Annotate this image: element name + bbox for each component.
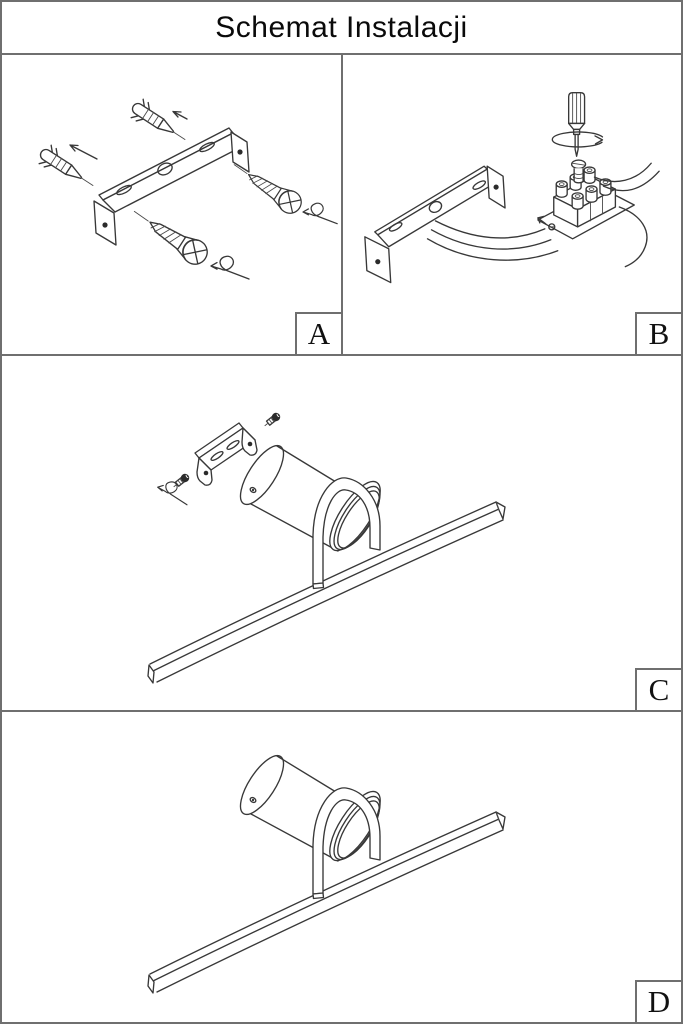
panel-a-illustration (2, 55, 341, 354)
panel-c-illustration (2, 356, 681, 710)
panel-label-a: A (295, 312, 341, 354)
panel-label-d: D (635, 980, 681, 1022)
insertion-arrow-icon (70, 112, 187, 160)
lamp-fixture (148, 749, 505, 993)
page-title: Schemat Instalacji (2, 2, 681, 55)
panel-d (2, 712, 681, 1022)
panel-a (2, 55, 343, 354)
top-row (2, 55, 681, 356)
panel-label-c: C (635, 668, 681, 710)
supply-wires (428, 221, 558, 260)
panel-label-b: B (635, 312, 681, 354)
panel-b (343, 55, 681, 354)
rotation-arrow-icon (155, 479, 191, 505)
rotation-arrow-icon (211, 203, 337, 279)
screwdriver-icon (552, 93, 602, 157)
wall-bracket (94, 128, 249, 245)
panel-b-illustration (343, 55, 681, 354)
wall-bracket (365, 166, 505, 282)
terminal-screw-icon (572, 160, 586, 183)
panel-d-illustration (2, 712, 681, 1022)
panel-c (2, 356, 681, 712)
terminal-block (538, 167, 634, 239)
